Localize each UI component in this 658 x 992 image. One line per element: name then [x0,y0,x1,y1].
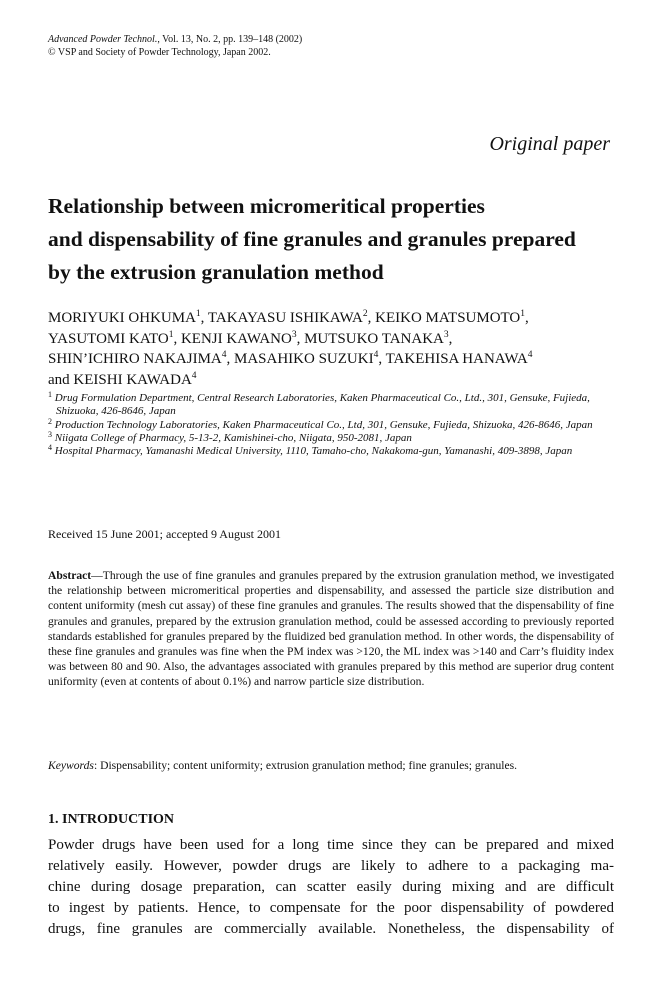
title-line: and dispensability of fine granules and granules prepared [48,227,576,251]
affiliation [48,429,614,445]
journal-citation [48,34,302,47]
author-name: , TAKAYASU ISHIKAWA [200,310,363,326]
author-line [48,370,614,391]
affiliation-text: Production Technology Laboratories, Kaken Pharmaceutical Co., Ltd, 301, Gensuke, Fujieda, Shizuoka, 426-8646, Japan [54,418,593,431]
author-line [48,329,614,350]
body-line: chine during dosage preparation, can scatter easily during mixing and are difficult [48,879,614,895]
keywords-text: : Dispensability; content uniformity; extrusion granulation method; fine granules; granules. [93,759,518,772]
author-name: , KENJI KAWANO [173,330,292,347]
affiliation [48,416,614,432]
title-line: by the extrusion granulation method [48,260,384,284]
author-name: , MUTSUKO TANAKA [296,330,444,347]
author-name: , KEIKO MATSUMOTO [367,310,521,326]
author-name: , TAKEHISA HANAWA [378,351,528,367]
affiliation [48,392,614,419]
affiliation-marker: 1 [520,309,526,319]
body-line: drugs, fine granules are commercially available. Nonetheless, the dispensability of [48,921,614,937]
section-heading: 1. INTRODUCTION [48,812,175,827]
introduction-body [48,835,614,940]
affiliation-marker: 3 [443,329,449,340]
abstract-label: Abstract [48,569,92,582]
affiliation-marker: 4 [191,370,197,381]
body-line: to ingest by patients. Hence, to compensate for the poor dispensability of powdered [48,900,614,916]
body-line: Powder drugs have been used for a long time since they can be prepared and mixed [48,837,614,853]
author-name: SHIN’ICHIRO NAKAJIMA [48,351,222,367]
affiliation-list [48,392,614,458]
journal-header [48,34,302,59]
author-separator: , [448,330,453,347]
author-name: , MASAHIKO SUZUKI [226,351,374,367]
affiliation-marker: 4 [221,350,227,360]
affiliation-number: 4 [48,443,52,453]
author-list [48,308,614,390]
affiliation-text: Hospital Pharmacy, Yamanashi Medical University, 1110, Tamaho-cho, Nakakoma-gun, Yamanashi, 409-3898, Japan [54,445,573,458]
abstract-text: —Through the use of fine granules and granules prepared by the extrusion granulation method, we investigated the relationship between micromeritical properties and dispensability, and assessed the particle size distribution and content uniformity (mesh cut assay) of these fine granules and granules. The results showed that the dispensability of fine granules and granules, prepared by the extrusion granulation method, could be assessed according to previously reported standards established for granules prepared by the fluidized bed granulation method. In other words, the dispensability of these fine granules and granules was fine when the PM index was >120, the ML index was >140 and Carr’s fluidity index was between 80 and 90. Also, the advantages associated with granules prepared by this method are superior drug content uniformity (even at contents of about 0.1%) and narrow particle size distribution. [48,569,614,689]
affiliation-marker: 2 [362,309,368,319]
title-line: Relationship between micromeritical properties [48,194,485,218]
affiliation-marker: 1 [168,329,174,340]
received-date: Received 15 June 2001; accepted 9 August 2001 [48,527,281,541]
affiliation-marker: 4 [527,350,533,360]
journal-name: Advanced Powder Technol. [48,34,158,45]
author-name: YASUTOMI KATO [48,330,169,347]
keywords [48,759,614,772]
affiliation-text: Drug Formulation Department, Central Research Laboratories, Kaken Pharmaceutical Co., Ltd., 301, Gensuke, Fujieda, Shizuoka, 426-8646, Japan [54,392,590,418]
author-line [48,308,614,329]
paper-title [48,190,576,289]
author-line [48,349,614,370]
affiliation-text: Niigata College of Pharmacy, 5-13-2, Kamishinei-cho, Niigata, 950-2081, Japan [54,431,412,444]
author-separator: , [525,310,529,326]
affiliation-marker: 4 [373,350,379,360]
affiliation [48,445,614,458]
affiliation-number: 3 [48,429,52,439]
author-name: and KEISHI KAWADA [48,371,192,388]
body-line: relatively easily. However, powder drugs are likely to adhere to a packaging ma- [48,858,614,874]
journal-volume: , Vol. 13, No. 2, pp. 139–148 (2002) [157,34,303,45]
paper-type: Original paper [489,133,610,155]
abstract [48,568,614,690]
keywords-label: Keywords [48,759,94,772]
affiliation-number: 2 [48,416,52,426]
affiliation-marker: 1 [195,309,201,319]
journal-copyright: © VSP and Society of Powder Technology, Japan 2002. [48,46,271,58]
author-name: MORIYUKI OHKUMA [48,310,196,326]
affiliation-marker: 3 [291,329,297,340]
affiliation-number: 1 [48,390,52,399]
